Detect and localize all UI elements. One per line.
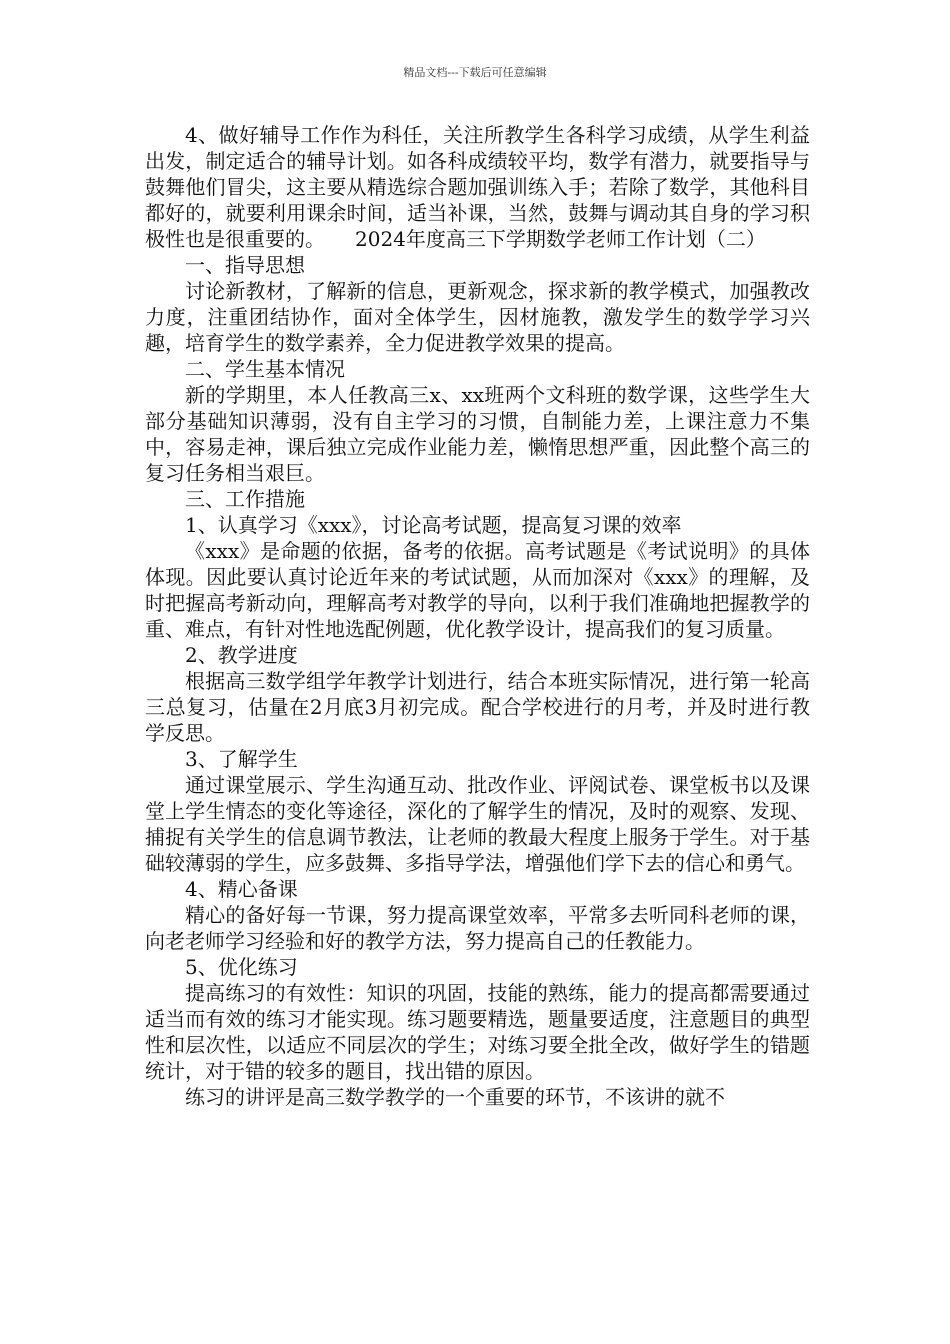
- subheading-lesson-prep: 4、精心备课: [185, 877, 298, 901]
- paragraph-optimize-practice: 提高练习的有效性：知识的巩固，技能的熟练，能力的提高都需要通过适当而有效的练习才能实现。练习题要精选，题量要适度，注意题目的典型性和层次性，以适应不同层次的学生；对练习要全批全改，做好学生的错题统计，对于错的较多的题目，找出错的原因。: [145, 981, 810, 1083]
- paragraph-teaching-progress: 根据高三数学组学年教学计划进行，结合本班实际情况，进行第一轮高三总复习，估量在2月底3月初完成。配合学校进行的月考，并及时进行教学反思。: [145, 669, 810, 745]
- paragraph-tutoring: 4、做好辅导工作作为科任，关注所教学生各科学习成绩，从学生利益出发，制定适合的辅导计划。如各科成绩较平均，数学有潜力，就要指导与鼓舞他们冒尖，这主要从精选综合题加强训练入手；若除了数学，其他科目都好的，就要利用课余时间，适当补课，当然，鼓舞与调动其自身的学习积极性也是很重要的。 2024年度高三下学期数学老师工作计划（二）: [145, 123, 810, 251]
- document-body: [145, 122, 810, 1110]
- subheading-study-syllabus: 1、认真学习《xxx》，讨论高考试题，提高复习课的效率: [185, 513, 682, 537]
- paragraph-practice-review: 练习的讲评是高三数学教学的一个重要的环节，不该讲的就不: [185, 1085, 725, 1109]
- subheading-teaching-progress: 2、教学进度: [185, 643, 298, 667]
- subheading-understand-students: 3、了解学生: [185, 747, 298, 771]
- paragraph-lesson-prep: 精心的备好每一节课，努力提高课堂效率，平常多去听同科老师的课，向老老师学习经验和好的教学方法，努力提高自己的任教能力。: [145, 903, 810, 953]
- heading-student-situation: 二、学生基本情况: [185, 357, 345, 381]
- paragraph-study-syllabus: 《xxx》是命题的依据，备考的依据。高考试题是《考试说明》的具体体现。因此要认真讨论近年来的考试试题，从而加深对《xxx》的理解，及时把握高考新动向，理解高考对教学的导向，以利于我们准确地把握教学的重、难点，有针对性地选配例题，优化教学设计，提高我们的复习质量。: [145, 539, 810, 641]
- paragraph-guiding-thought: 讨论新教材，了解新的信息，更新观念，探求新的教学模式，加强教改力度，注重团结协作，面对全体学生，因材施教，激发学生的数学学习兴趣，培育学生的数学素养，全力促进教学效果的提高。: [145, 279, 810, 355]
- subheading-optimize-practice: 5、优化练习: [185, 955, 298, 979]
- heading-guiding-thought: 一、指导思想: [185, 253, 305, 277]
- heading-work-measures: 三、工作措施: [185, 487, 305, 511]
- paragraph-student-situation: 新的学期里，本人任教高三x、xx班两个文科班的数学课，这些学生大部分基础知识薄弱，没有自主学习的习惯，自制能力差，上课注意力不集中，容易走神，课后独立完成作业能力差，懒惰思想严重，因此整个高三的复习任务相当艰巨。: [145, 383, 810, 485]
- paragraph-understand-students: 通过课堂展示、学生沟通互动、批改作业、评阅试卷、课堂板书以及课堂上学生情态的变化等途径，深化的了解学生的情况，及时的观察、发现、捕捉有关学生的信息调节教法，让老师的教最大程度上服务于学生。对于基础较薄弱的学生，应多鼓舞、多指导学法，增强他们学下去的信心和勇气。: [145, 773, 810, 875]
- page-header: 精品文档---下载后可任意编辑: [403, 66, 547, 79]
